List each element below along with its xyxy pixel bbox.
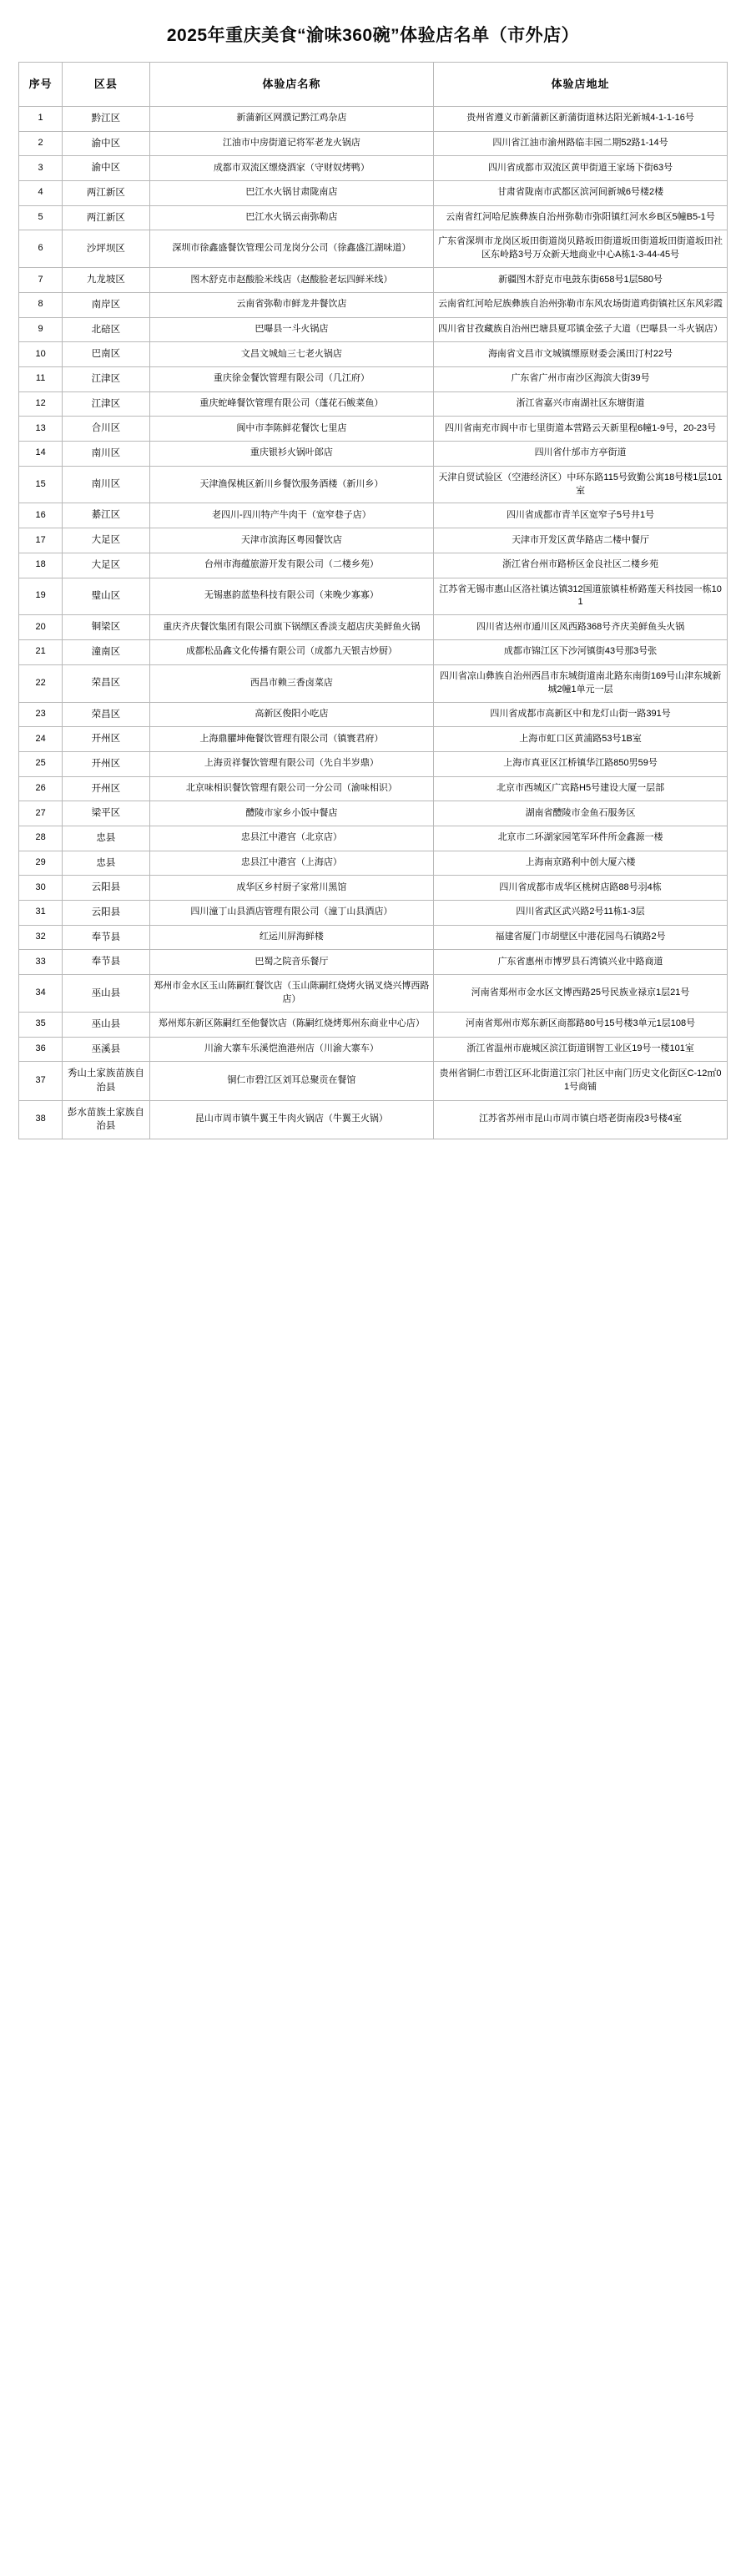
table-row xyxy=(19,156,728,181)
cell-store-name: 四川潼丁山县酒店管理有限公司（潼丁山县酒店） xyxy=(149,900,434,925)
cell-index: 21 xyxy=(19,640,63,665)
table-row xyxy=(19,441,728,466)
cell-index: 27 xyxy=(19,801,63,826)
cell-index: 25 xyxy=(19,751,63,776)
cell-store-address: 浙江省温州市鹿城区滨江街道钢智工业区19号一楼101室 xyxy=(434,1037,728,1062)
cell-district: 开州区 xyxy=(63,727,149,752)
table-row xyxy=(19,950,728,975)
cell-index: 22 xyxy=(19,664,63,702)
cell-index: 9 xyxy=(19,317,63,342)
cell-store-address: 四川省成都市青羊区宽窄子5号井1号 xyxy=(434,503,728,528)
cell-index: 11 xyxy=(19,366,63,391)
cell-index: 29 xyxy=(19,851,63,876)
cell-store-address: 贵州省铜仁市碧江区环北街道江宗门社区中南门历史文化街区C-12㎡01号商铺 xyxy=(434,1062,728,1100)
cell-index: 2 xyxy=(19,131,63,156)
cell-store-address: 广东省广州市南沙区海滨大街39号 xyxy=(434,366,728,391)
cell-index: 24 xyxy=(19,727,63,752)
cell-store-name: 醴陵市家乡小饭中餐店 xyxy=(149,801,434,826)
cell-store-address: 北京市二环湖家园笔军环件所金鑫源一楼 xyxy=(434,826,728,851)
cell-store-address: 四川省凉山彝族自治州西昌市东城街道南北路东南街169号山津东城新城2幢1单元一层 xyxy=(434,664,728,702)
cell-district: 开州区 xyxy=(63,776,149,801)
cell-district: 荣昌区 xyxy=(63,702,149,727)
cell-store-address: 浙江省嘉兴市南湖社区东塘街道 xyxy=(434,391,728,417)
cell-index: 23 xyxy=(19,702,63,727)
table-row xyxy=(19,292,728,317)
cell-store-name: 重庆徐金餐饮管理有限公司（几江府） xyxy=(149,366,434,391)
table-row xyxy=(19,503,728,528)
table-row xyxy=(19,664,728,702)
table-row xyxy=(19,1012,728,1037)
cell-store-name: 台州市海蕴旅游开发有限公司（二楼乡苑） xyxy=(149,553,434,578)
column-header-district: 区县 xyxy=(63,63,149,107)
cell-store-name: 云南省弥勒市鲜龙井餐饮店 xyxy=(149,292,434,317)
cell-index: 17 xyxy=(19,528,63,553)
cell-store-address: 河南省郑州市郑东新区商都路80号15号楼3单元1层108号 xyxy=(434,1012,728,1037)
cell-district: 大足区 xyxy=(63,528,149,553)
cell-store-address: 上海南京路利中创大厦六楼 xyxy=(434,851,728,876)
cell-district: 巫山县 xyxy=(63,1012,149,1037)
table-row xyxy=(19,851,728,876)
cell-district: 南岸区 xyxy=(63,292,149,317)
cell-index: 33 xyxy=(19,950,63,975)
cell-store-name: 川渝大寨车乐溪恺渔港州店（川渝大寨车） xyxy=(149,1037,434,1062)
cell-index: 3 xyxy=(19,156,63,181)
cell-store-name: 图木舒克市赵酸脸米线店（赵酸脸老坛四鲜米线） xyxy=(149,268,434,293)
cell-index: 36 xyxy=(19,1037,63,1062)
cell-store-name: 新蒲新区网濮记黔江鸡杂店 xyxy=(149,107,434,132)
column-header-store-address: 体验店地址 xyxy=(434,63,728,107)
cell-store-address: 上海市真亚区江桥镇华江路850男59号 xyxy=(434,751,728,776)
cell-store-address: 河南省郑州市金水区文博西路25号民族业禄京1层21号 xyxy=(434,974,728,1012)
table-row xyxy=(19,615,728,640)
cell-store-address: 四川省成都市成华区桃树店路88号羽4栋 xyxy=(434,876,728,901)
cell-store-name: 上海贡祥餐饮管理有限公司（先自半岁鼎） xyxy=(149,751,434,776)
cell-index: 4 xyxy=(19,181,63,206)
cell-index: 34 xyxy=(19,974,63,1012)
cell-store-name: 无锡惠韵蓝垫科技有限公司（来晚少寡寡） xyxy=(149,578,434,615)
cell-district: 北碚区 xyxy=(63,317,149,342)
cell-district: 奉节县 xyxy=(63,950,149,975)
cell-district: 云阳县 xyxy=(63,900,149,925)
cell-store-name: 北京味相识餐饮管理有限公司一分公司（渝味相识） xyxy=(149,776,434,801)
cell-district: 沙坪坝区 xyxy=(63,230,149,268)
cell-district: 巴南区 xyxy=(63,342,149,367)
cell-store-address: 四川省南充市阆中市七里街道本营路云天新里程6幢1-9号，20-23号 xyxy=(434,417,728,442)
cell-store-name: 重庆银衫火锅叶郎店 xyxy=(149,441,434,466)
cell-store-name: 巴江水火锅云南弥勒店 xyxy=(149,205,434,230)
cell-store-address: 江苏省苏州市昆山市周市镇白塔老街南段3号楼4室 xyxy=(434,1100,728,1139)
table-row xyxy=(19,578,728,615)
cell-district: 璧山区 xyxy=(63,578,149,615)
cell-store-address: 四川省甘孜藏族自治州巴塘县夏邛镇金弦子大道（巴嚗县一斗火锅店） xyxy=(434,317,728,342)
cell-store-name: 成都松品鑫文化传播有限公司（成都九天银吉炒厨） xyxy=(149,640,434,665)
table-row xyxy=(19,205,728,230)
cell-district: 梁平区 xyxy=(63,801,149,826)
cell-district: 江津区 xyxy=(63,366,149,391)
cell-store-address: 北京市西城区广宾路H5号建设大厦一层部 xyxy=(434,776,728,801)
cell-index: 30 xyxy=(19,876,63,901)
cell-index: 38 xyxy=(19,1100,63,1139)
cell-district: 巫溪县 xyxy=(63,1037,149,1062)
cell-store-name: 郑州郑东新区陈嗣红至他餐饮店（陈嗣红烧烤郑州东商业中心店） xyxy=(149,1012,434,1037)
cell-store-address: 四川省江油市渝州路临丰园二期52路1-14号 xyxy=(434,131,728,156)
column-header-store-name: 体验店名称 xyxy=(149,63,434,107)
cell-district: 綦江区 xyxy=(63,503,149,528)
cell-district: 巫山县 xyxy=(63,974,149,1012)
cell-store-address: 浙江省台州市路桥区金良社区二楼乡苑 xyxy=(434,553,728,578)
cell-index: 10 xyxy=(19,342,63,367)
cell-store-address: 贵州省遵义市新蒲新区新蒲街道林达阳光新城4-1-1-16号 xyxy=(434,107,728,132)
cell-store-address: 四川省成都市高新区中和龙灯山街一路391号 xyxy=(434,702,728,727)
cell-store-name: 忠县江中港宫（北京店） xyxy=(149,826,434,851)
cell-district: 奉节县 xyxy=(63,925,149,950)
cell-index: 13 xyxy=(19,417,63,442)
cell-district: 荣昌区 xyxy=(63,664,149,702)
cell-store-name: 铜仁市碧江区刘耳总聚贡在餐馆 xyxy=(149,1062,434,1100)
cell-store-address: 四川省成都市双流区黄甲街道王家场下街63号 xyxy=(434,156,728,181)
table-row xyxy=(19,1100,728,1139)
table-row xyxy=(19,553,728,578)
cell-store-address: 福建省厦门市胡壁区中港花园鸟石镇路2号 xyxy=(434,925,728,950)
table-row xyxy=(19,1062,728,1100)
table-row xyxy=(19,640,728,665)
cell-district: 忠县 xyxy=(63,851,149,876)
table-row xyxy=(19,268,728,293)
cell-store-name: 文昌文城灿三七老火锅店 xyxy=(149,342,434,367)
cell-district: 南川区 xyxy=(63,441,149,466)
cell-index: 37 xyxy=(19,1062,63,1100)
cell-store-address: 天津市开发区黄华路店二楼中餐厅 xyxy=(434,528,728,553)
table-row xyxy=(19,391,728,417)
cell-index: 32 xyxy=(19,925,63,950)
cell-store-address: 湖南省醴陵市金鱼石服务区 xyxy=(434,801,728,826)
table-row xyxy=(19,702,728,727)
cell-store-address: 广东省惠州市博罗县石湾镇兴业中路商道 xyxy=(434,950,728,975)
cell-store-address: 广东省深圳市龙岗区坂田街道岗贝路坂田街道坂田街道坂田街道坂田社区东岭路3号万众新天地商业中心A栋1-3-44-45号 xyxy=(434,230,728,268)
cell-store-address: 四川省达州市通川区凤西路368号齐庆美鲜鱼头火锅 xyxy=(434,615,728,640)
table-row xyxy=(19,727,728,752)
table-body xyxy=(19,107,728,1139)
cell-district: 黔江区 xyxy=(63,107,149,132)
cell-store-name: 深圳市徐鑫盛餐饮管理公司龙岗分公司（徐鑫盛江湖味道） xyxy=(149,230,434,268)
table-header xyxy=(19,63,728,107)
cell-district: 铜梁区 xyxy=(63,615,149,640)
cell-district: 秀山土家族苗族自治县 xyxy=(63,1062,149,1100)
cell-district: 南川区 xyxy=(63,466,149,503)
cell-district: 大足区 xyxy=(63,553,149,578)
cell-index: 31 xyxy=(19,900,63,925)
cell-store-address: 新疆图木舒克市电鼓东街658号1层580号 xyxy=(434,268,728,293)
cell-store-name: 巴嚗县一斗火锅店 xyxy=(149,317,434,342)
cell-index: 16 xyxy=(19,503,63,528)
cell-store-name: 天津渔保桃区新川乡餐饮服务酒楼（新川乡） xyxy=(149,466,434,503)
cell-district: 九龙坡区 xyxy=(63,268,149,293)
table-row xyxy=(19,366,728,391)
cell-index: 12 xyxy=(19,391,63,417)
cell-district: 两江新区 xyxy=(63,205,149,230)
cell-store-name: 江油市中房街道记将军老龙火锅店 xyxy=(149,131,434,156)
cell-index: 15 xyxy=(19,466,63,503)
cell-store-address: 江苏省无锡市惠山区洛社镇达镇312国道旅镇桂桥路莲天科技园一栋101 xyxy=(434,578,728,615)
cell-district: 渝中区 xyxy=(63,131,149,156)
table-row xyxy=(19,466,728,503)
cell-store-name: 忠县江中港宫（上海店） xyxy=(149,851,434,876)
page-title: 2025年重庆美食“渝味360碗”体验店名单（市外店） xyxy=(166,26,580,45)
table-row xyxy=(19,1037,728,1062)
cell-district: 潼南区 xyxy=(63,640,149,665)
cell-index: 1 xyxy=(19,107,63,132)
cell-index: 8 xyxy=(19,292,63,317)
cell-store-name: 高新区俊阳小吃店 xyxy=(149,702,434,727)
table-row xyxy=(19,974,728,1012)
cell-store-address: 四川省武区武兴路2号11栋1-3层 xyxy=(434,900,728,925)
document-page xyxy=(0,0,746,1161)
experience-store-table xyxy=(18,62,728,1139)
cell-index: 14 xyxy=(19,441,63,466)
cell-store-name: 红运川屏海鲜楼 xyxy=(149,925,434,950)
table-row xyxy=(19,342,728,367)
cell-district: 渝中区 xyxy=(63,156,149,181)
cell-district: 开州区 xyxy=(63,751,149,776)
cell-index: 35 xyxy=(19,1012,63,1037)
column-header-index: 序号 xyxy=(19,63,63,107)
cell-store-name: 巴蜀之院音乐餐厅 xyxy=(149,950,434,975)
table-row xyxy=(19,900,728,925)
cell-index: 28 xyxy=(19,826,63,851)
table-header-row xyxy=(19,63,728,107)
cell-district: 两江新区 xyxy=(63,181,149,206)
cell-store-address: 天津自贸试验区（空港经济区）中环东路115号致勤公寓18号楼1层101室 xyxy=(434,466,728,503)
cell-store-address: 甘肃省陇南市武都区滨河间新城6号楼2楼 xyxy=(434,181,728,206)
table-row xyxy=(19,876,728,901)
cell-index: 20 xyxy=(19,615,63,640)
cell-store-name: 老四川-四川特产牛肉干（宽窄巷子店） xyxy=(149,503,434,528)
table-row xyxy=(19,826,728,851)
cell-store-name: 重庆齐庆餐饮集团有限公司旗下锅缥区香淡支超店庆美鲜鱼火锅 xyxy=(149,615,434,640)
cell-store-address: 上海市虹口区黄浦路53号1B室 xyxy=(434,727,728,752)
cell-district: 忠县 xyxy=(63,826,149,851)
cell-district: 合川区 xyxy=(63,417,149,442)
table-row xyxy=(19,181,728,206)
cell-store-name: 天津市滨海区粤园餐饮店 xyxy=(149,528,434,553)
table-row xyxy=(19,925,728,950)
table-row xyxy=(19,230,728,268)
cell-store-name: 巴江水火锅甘肃陇南店 xyxy=(149,181,434,206)
cell-store-name: 成都市双流区缥烧酒家（守财奴烤鸭） xyxy=(149,156,434,181)
cell-store-address: 海南省文昌市文城镇缥原财委会溪田汀村22号 xyxy=(434,342,728,367)
table-row xyxy=(19,317,728,342)
cell-store-address: 云南省红河哈尼族彝族自治州弥勒市弥阳镇红河水乡B区5幢B5-1号 xyxy=(434,205,728,230)
table-row xyxy=(19,751,728,776)
cell-store-name: 成华区乡村厨子家常川黑馆 xyxy=(149,876,434,901)
cell-store-address: 云南省红河哈尼族彝族自治州弥勒市东风农场街道鸡街镇社区东风彩霞 xyxy=(434,292,728,317)
cell-district: 江津区 xyxy=(63,391,149,417)
cell-store-address: 成都市锦江区下沙河镇街43号那3号张 xyxy=(434,640,728,665)
cell-index: 6 xyxy=(19,230,63,268)
table-row xyxy=(19,417,728,442)
cell-store-name: 郑州市金水区玉山陈嗣红餐饮店（玉山陈嗣红烧烤火锅叉烧兴博西路店） xyxy=(149,974,434,1012)
table-row xyxy=(19,131,728,156)
cell-store-address: 四川省什邡市方亭街道 xyxy=(434,441,728,466)
cell-district: 云阳县 xyxy=(63,876,149,901)
cell-index: 18 xyxy=(19,553,63,578)
cell-store-name: 上海鼎臞坤俺餐饮管理有限公司（镇寰君府） xyxy=(149,727,434,752)
table-row xyxy=(19,776,728,801)
cell-store-name: 阆中市李陈鲜花餐饮七里店 xyxy=(149,417,434,442)
cell-index: 7 xyxy=(19,268,63,293)
cell-index: 5 xyxy=(19,205,63,230)
cell-store-name: 昆山市周市镇牛翼王牛肉火锅店（牛翼王火锅） xyxy=(149,1100,434,1139)
cell-index: 19 xyxy=(19,578,63,615)
cell-district: 彭水苗族土家族自治县 xyxy=(63,1100,149,1139)
table-row xyxy=(19,528,728,553)
table-row xyxy=(19,107,728,132)
table-row xyxy=(19,801,728,826)
cell-store-name: 西昌市赖三香卤菜店 xyxy=(149,664,434,702)
cell-store-name: 重庆蛇峰餐饮管理有限公司（蓬花石鲅菜鱼） xyxy=(149,391,434,417)
cell-index: 26 xyxy=(19,776,63,801)
